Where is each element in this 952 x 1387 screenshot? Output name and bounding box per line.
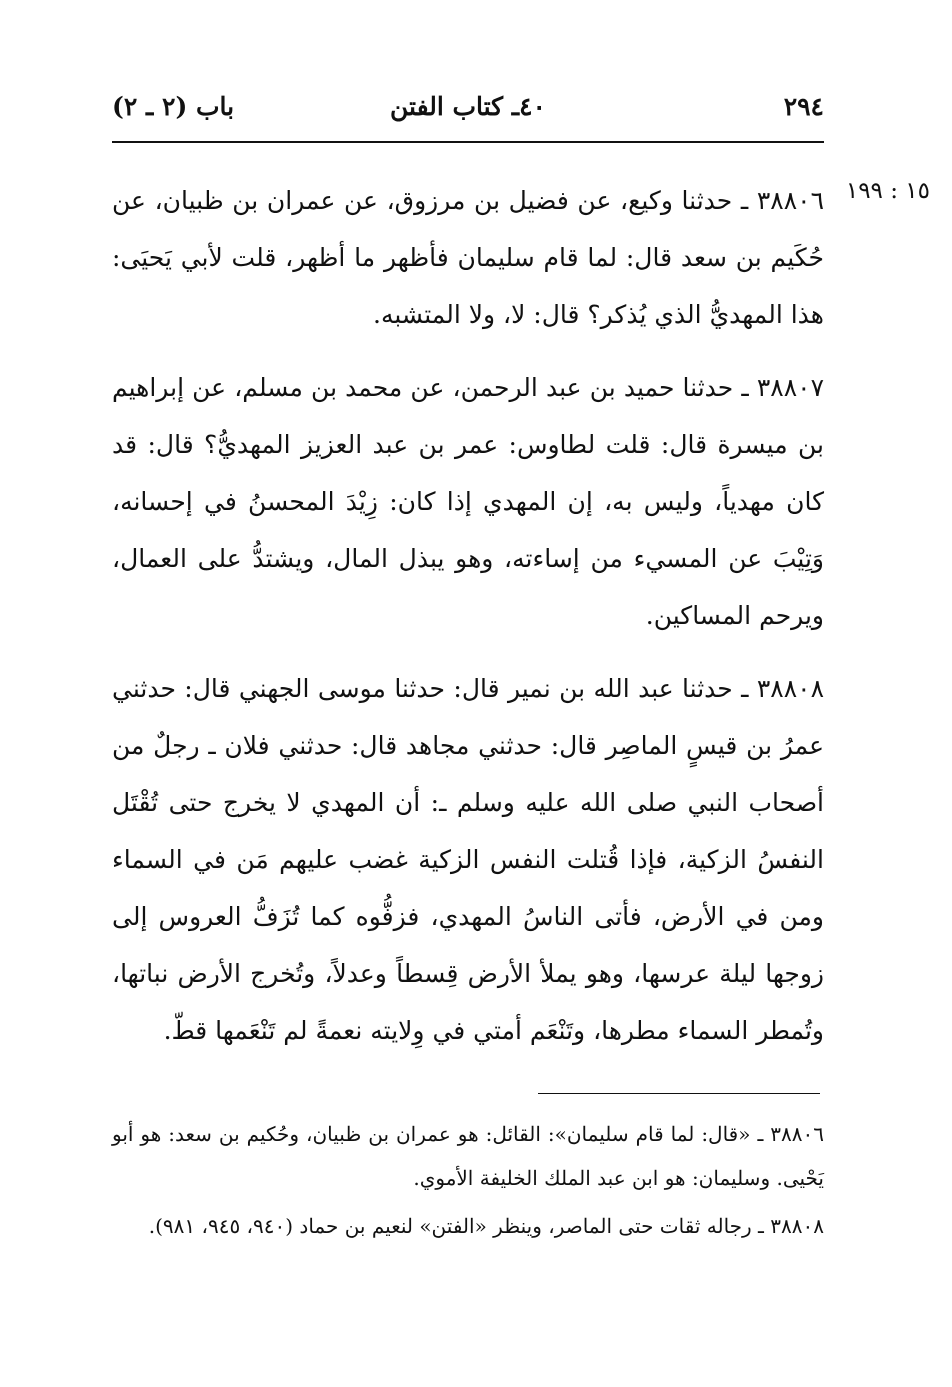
header-divider	[112, 141, 824, 143]
margin-reference: ١٥ : ١٩٩	[845, 178, 930, 204]
hadith-paragraph: ٣٨٨٠٨ ـ حدثنا عبد الله بن نمير قال: حدثنا موسى الجهني قال: حدثني عمرُ بن قيسٍ الماصِر قال: حدثني مجاهد قال: حدثني فلان ـ رجلٌ من أصحاب النبي صلى الله عليه وسلم ـ: أن المهدي لا يخرج حتى تُقْتَل النفسُ الزكية، فإذا قُتلت النفس الزكية غضب عليهم مَن في السماء ومن في الأرض، فأتى الناسُ المهدي، فزفُّوه كما تُزَفُّ العروس إلى زوجها ليلة عرسها، وهو يملأ الأرض قِسطاً وعدلاً، وتُخرج الأرض نباتها، وتُمطر السماء مطرها، وتَنْعَم أمتي في وِلايته نعمةً لم تَنْعَمها قطّ.	[112, 674, 824, 1045]
footnote-divider	[538, 1093, 820, 1094]
footnote: ٣٨٨٠٨ ـ رجاله ثقات حتى الماصر، وينظر «الفتن» لنعيم بن حماد (٩٤٠، ٩٤٥، ٩٨١).	[148, 1214, 824, 1238]
main-text	[112, 172, 824, 1059]
footnote: ٣٨٨٠٦ ـ «قال: لما قام سليمان»: القائل: هو عمران بن ظبيان، وحُكيم بن سعد: هو أبو يَحْيى. وسليمان: هو ابن عبد الملك الخليفة الأموي.	[112, 1122, 824, 1190]
page-number: ٢٩٤	[783, 92, 824, 121]
hadith-paragraph: ٣٨٨٠٦ ـ حدثنا وكيع، عن فضيل بن مرزوق، عن عمران بن ظبيان، عن حُكَيم بن سعد قال: لما قام سليمان فأظهر ما أظهر، قلت لأبي يَحيَى: هذا المهديُّ الذي يُذكر؟ قال: لا، ولا المتشبه.	[112, 186, 824, 329]
footnotes	[112, 1112, 824, 1248]
hadith-paragraph: ٣٨٨٠٧ ـ حدثنا حميد بن عبد الرحمن، عن محمد بن مسلم، عن إبراهيم بن ميسرة قال: قلت لطاوس: عمر بن عبد العزيز المهديُّ؟ قال: قد كان مهدياً، وليس به، إن المهدي إذا كان: زِيْدَ المحسنُ في إحسانه، وَتِيْبَ عن المسيء من إساءته، وهو يبذل المال، ويشتدُّ على العمال، ويرحم المساكين.	[112, 373, 824, 630]
book-title: ٤٠ـ كتاب الفتن	[390, 92, 546, 121]
running-header	[112, 92, 824, 132]
chapter-reference: باب (٢ ـ ٢)	[112, 92, 235, 121]
